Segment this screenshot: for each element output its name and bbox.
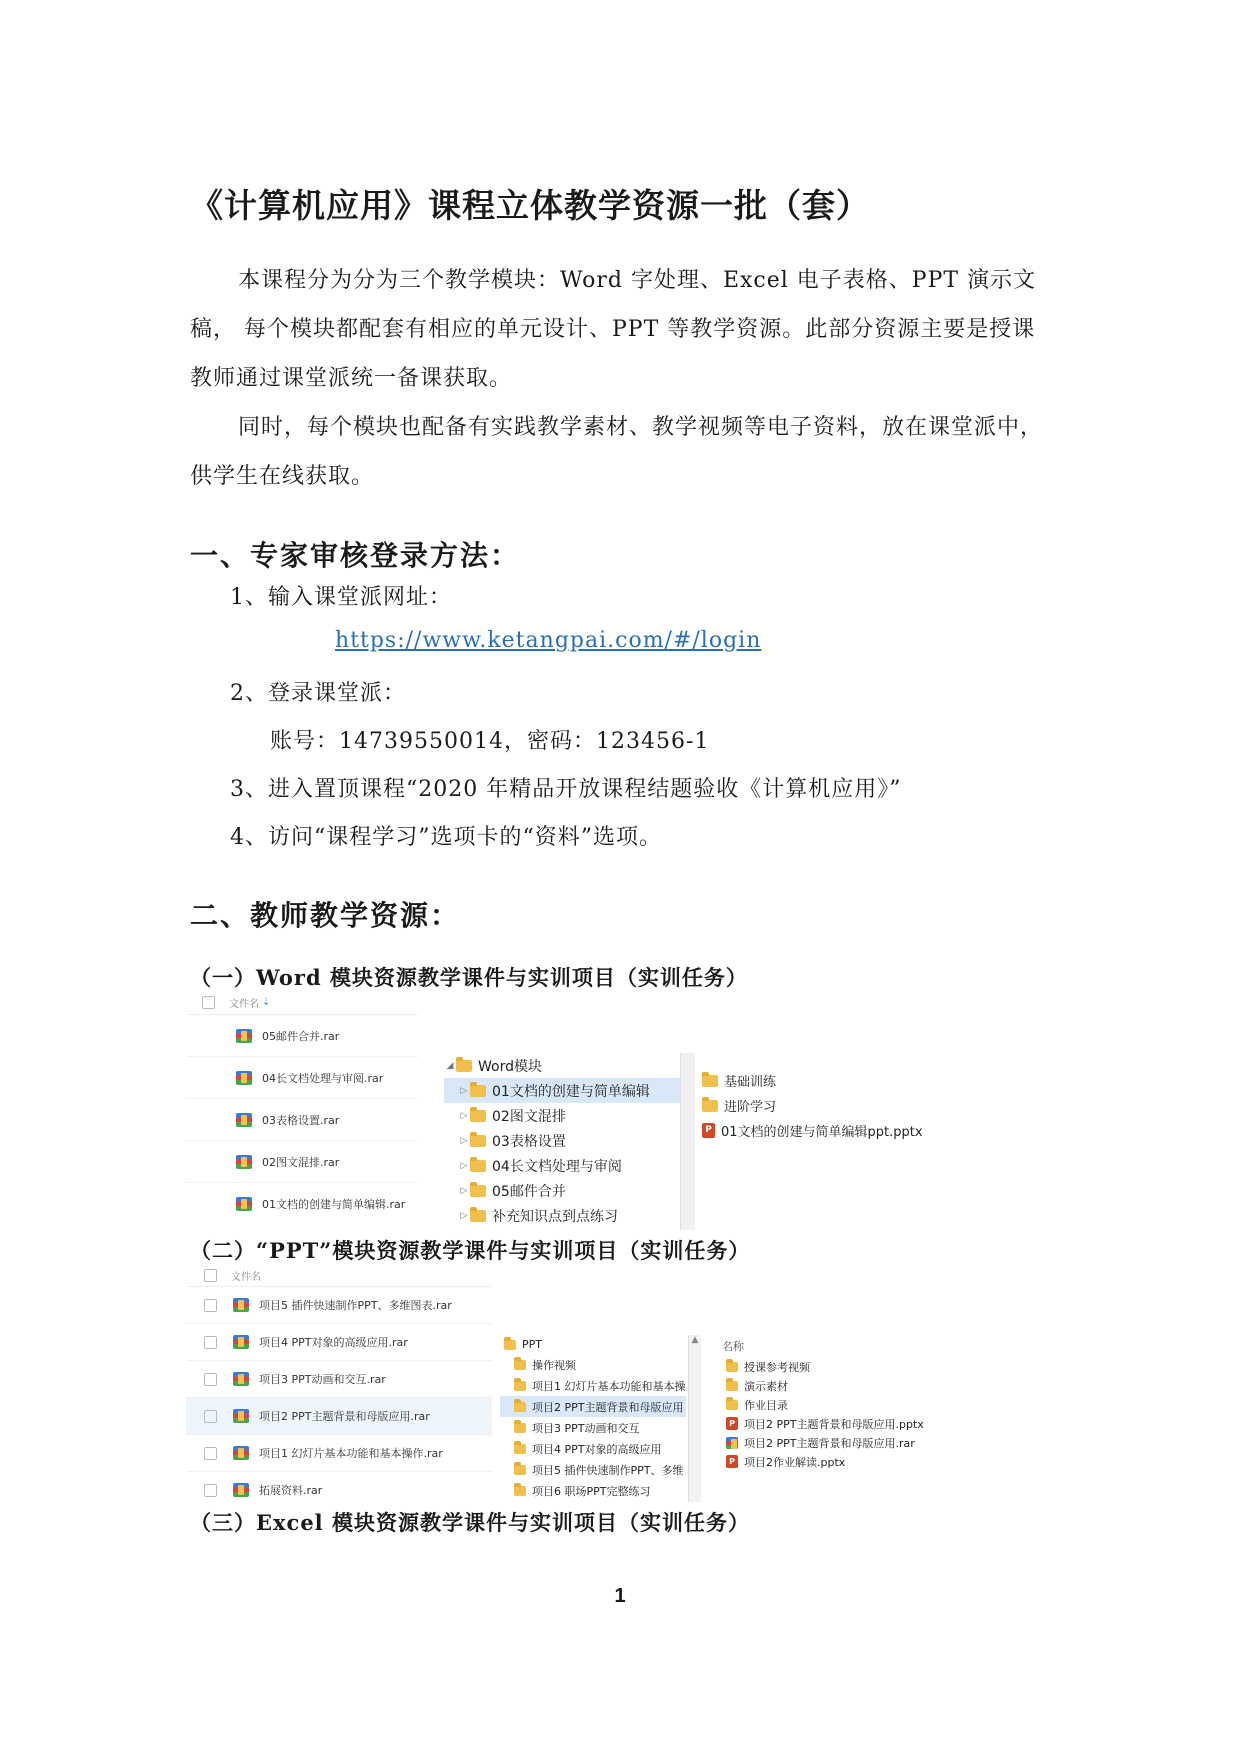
tree-label: 项目1 幻灯片基本功能和基本操	[532, 1379, 686, 1393]
tree-item[interactable]	[444, 1128, 680, 1153]
row-checkbox[interactable]	[204, 1299, 217, 1312]
content-item[interactable]	[696, 1118, 992, 1143]
tree-item[interactable]	[444, 1153, 680, 1178]
rar-file-icon	[236, 1071, 252, 1085]
name-column-header[interactable]	[712, 1335, 952, 1357]
file-name[interactable]: 05邮件合并.rar	[262, 1029, 340, 1043]
rar-file-icon	[236, 1029, 252, 1043]
tree-label: 01文档的创建与简单编辑	[492, 1083, 650, 1100]
file-row[interactable]	[186, 1183, 418, 1220]
tree-item[interactable]	[444, 1103, 680, 1128]
content-label: 基础训练	[724, 1075, 777, 1090]
file-name[interactable]: 01文档的创建与简单编辑.rar	[262, 1197, 406, 1211]
file-name[interactable]: 项目1 幻灯片基本功能和基本操作.rar	[259, 1447, 443, 1460]
file-row[interactable]	[186, 1287, 492, 1324]
rar-file-icon	[233, 1446, 249, 1460]
content-label: 项目2 PPT主题背景和母版应用.pptx	[744, 1417, 924, 1431]
folder-icon	[456, 1060, 472, 1072]
folder-icon	[726, 1381, 738, 1391]
tree-label: PPT	[522, 1338, 542, 1351]
tree-label: 项目3 PPT动画和交互	[532, 1421, 640, 1435]
rar-file-icon	[233, 1372, 249, 1386]
select-all-checkbox[interactable]	[202, 996, 215, 1009]
step1-text: 1、输入课堂派网址：	[230, 585, 452, 610]
word-content-pane	[696, 1053, 992, 1230]
folder-icon	[514, 1423, 526, 1433]
tree-item[interactable]	[500, 1417, 686, 1438]
pptx-file-icon: P	[726, 1417, 738, 1430]
tree-label: 04长文档处理与审阅	[492, 1158, 622, 1175]
tree-label: Word模块	[478, 1058, 542, 1075]
column-label: 名称	[722, 1340, 744, 1353]
content-label: 项目2 PPT主题背景和母版应用.rar	[744, 1436, 915, 1450]
folder-icon	[514, 1381, 526, 1391]
ppt-file-list	[186, 1264, 492, 1500]
file-name[interactable]: 项目5 插件快速制作PPT、多维图表.rar	[259, 1299, 452, 1312]
row-checkbox[interactable]	[204, 1373, 217, 1386]
tree-root[interactable]	[444, 1053, 680, 1078]
tree-item[interactable]	[444, 1203, 680, 1228]
folder-icon	[514, 1402, 526, 1412]
collapsed-arrow-icon[interactable]: ▷	[460, 1085, 468, 1096]
filename-column-header[interactable]: 文件名	[231, 1271, 261, 1283]
tree-label: 项目2 PPT主题背景和母版应用	[532, 1400, 684, 1414]
tree-label: 02图文混排	[492, 1108, 566, 1125]
step4-text: 4、访问“课程学习”选项卡的“资料”选项。	[230, 825, 662, 850]
rar-file-icon	[233, 1409, 249, 1423]
content-label: 项目2作业解读.pptx	[744, 1455, 846, 1469]
content-item[interactable]	[696, 1068, 992, 1093]
tree-item[interactable]	[444, 1078, 680, 1103]
file-list-header	[186, 1264, 492, 1287]
content-label: 演示素材	[744, 1379, 788, 1393]
file-row[interactable]	[186, 1472, 492, 1500]
step2-text: 2、登录课堂派：	[230, 681, 406, 706]
collapsed-arrow-icon[interactable]: ▷	[460, 1210, 468, 1221]
file-name[interactable]: 02图文混排.rar	[262, 1155, 340, 1169]
rar-file-icon	[236, 1155, 252, 1169]
row-checkbox[interactable]	[204, 1336, 217, 1349]
tree-item[interactable]	[500, 1438, 686, 1459]
section2-heading: 二、教师教学资源：	[190, 899, 461, 932]
file-name[interactable]: 项目4 PPT对象的高级应用.rar	[259, 1336, 408, 1349]
rar-file-icon	[233, 1483, 249, 1497]
file-row[interactable]	[186, 1361, 492, 1398]
content-item[interactable]	[712, 1414, 952, 1433]
pptx-file-icon: P	[702, 1123, 715, 1138]
folder-icon	[726, 1362, 738, 1372]
tree-label: 操作视频	[532, 1358, 576, 1372]
tree-item[interactable]	[500, 1459, 686, 1480]
folder-icon	[514, 1486, 526, 1496]
collapsed-arrow-icon[interactable]: ▷	[460, 1110, 468, 1121]
row-checkbox[interactable]	[204, 1410, 217, 1423]
rar-file-icon	[726, 1437, 738, 1449]
document-title: 《计算机应用》课程立体教学资源一批（套）	[190, 186, 870, 225]
folder-icon	[514, 1444, 526, 1454]
file-row[interactable]	[186, 1015, 418, 1057]
content-label: 进阶学习	[724, 1100, 777, 1115]
excel-subheading: （三）Excel 模块资源教学课件与实训项目（实训任务）	[190, 1510, 750, 1535]
file-row[interactable]	[186, 1324, 492, 1361]
tree-scrollbar[interactable]	[680, 1053, 695, 1230]
tree-label: 补充知识点到点练习	[492, 1208, 618, 1225]
select-all-checkbox[interactable]	[204, 1269, 217, 1282]
tree-label: 项目6 职场PPT完整练习	[532, 1484, 651, 1498]
tree-label: 03表格设置	[492, 1133, 566, 1150]
file-name[interactable]: 项目3 PPT动画和交互.rar	[259, 1373, 386, 1386]
scroll-up-icon[interactable]: ▲	[691, 1335, 699, 1345]
folder-icon	[504, 1340, 516, 1350]
page-number: 1	[614, 1585, 626, 1607]
tree-scrollbar[interactable]	[688, 1335, 701, 1502]
file-row[interactable]	[186, 1141, 418, 1183]
tree-label: 项目4 PPT对象的高级应用	[532, 1442, 662, 1456]
collapsed-arrow-icon[interactable]: ▷	[460, 1160, 468, 1171]
content-item[interactable]	[712, 1395, 952, 1414]
tree-root[interactable]	[500, 1335, 686, 1354]
collapsed-arrow-icon[interactable]: ▷	[460, 1135, 468, 1146]
content-label: 授课参考视频	[744, 1360, 810, 1374]
folder-icon	[470, 1160, 486, 1172]
rar-file-icon	[236, 1113, 252, 1127]
section1-heading: 一、专家审核登录方法：	[190, 539, 521, 572]
file-row[interactable]	[186, 1057, 418, 1099]
folder-icon	[514, 1360, 526, 1370]
tree-label: 05邮件合并	[492, 1183, 566, 1200]
word-subheading: （一）Word 模块资源教学课件与实训项目（实训任务）	[190, 965, 748, 990]
rar-file-icon	[233, 1335, 249, 1349]
ppt-subheading: （二）“PPT”模块资源教学课件与实训项目（实训任务）	[190, 1238, 751, 1263]
file-list-header	[186, 990, 418, 1015]
account-text: 账号：14739550014，密码：123456-1	[270, 729, 710, 754]
folder-icon	[702, 1075, 718, 1087]
filename-column-header[interactable]: 文件名	[229, 998, 259, 1010]
tree-label: 项目5 插件快速制作PPT、多维	[532, 1463, 684, 1477]
rar-file-icon	[236, 1197, 252, 1211]
word-folder-tree	[444, 1053, 681, 1230]
sort-arrow-icon[interactable]: ⇣	[262, 996, 271, 1008]
file-row[interactable]	[186, 1398, 492, 1435]
tree-item[interactable]	[500, 1354, 686, 1375]
tree-item[interactable]	[500, 1375, 686, 1396]
folder-icon	[470, 1185, 486, 1197]
step3-text: 3、进入置顶课程“2020 年精品开放课程结题验收《计算机应用》”	[230, 777, 902, 802]
file-row[interactable]	[186, 1435, 492, 1472]
folder-icon	[726, 1400, 738, 1410]
content-item[interactable]	[712, 1452, 952, 1471]
row-checkbox[interactable]	[204, 1484, 217, 1497]
file-row[interactable]	[186, 1099, 418, 1141]
row-checkbox[interactable]	[204, 1447, 217, 1460]
folder-icon	[470, 1110, 486, 1122]
ppt-folder-tree	[500, 1335, 686, 1502]
intro-paragraph-2: 同时，每个模块也配备有实践教学素材、教学视频等电子资料，放在课堂派中，供学生在线获取。	[190, 415, 1044, 489]
rar-file-icon	[233, 1298, 249, 1312]
content-label: 01文档的创建与简单编辑ppt.pptx	[721, 1125, 923, 1140]
word-file-list	[186, 990, 418, 1220]
tree-item[interactable]	[444, 1178, 680, 1203]
tree-item[interactable]	[500, 1480, 686, 1501]
file-name[interactable]: 项目2 PPT主题背景和母版应用.rar	[259, 1410, 430, 1423]
folder-icon	[470, 1210, 486, 1222]
pptx-file-icon: P	[726, 1455, 738, 1468]
content-label: 作业目录	[744, 1398, 788, 1412]
login-url-link[interactable]: https://www.ketangpai.com/#/login	[335, 628, 762, 653]
content-item[interactable]	[696, 1093, 992, 1118]
folder-icon	[470, 1135, 486, 1147]
tree-item[interactable]	[500, 1396, 686, 1417]
ppt-content-pane	[712, 1335, 952, 1502]
content-item[interactable]	[712, 1433, 952, 1452]
file-name[interactable]: 04长文档处理与审阅.rar	[262, 1071, 384, 1085]
intro-paragraph-1: 本课程分为分为三个教学模块：Word 字处理、Excel 电子表格、PPT 演示文稿， 每个模块都配套有相应的单元设计、PPT 等教学资源。此部分资源主要是授课教师通过课堂派统一备课获取。	[190, 268, 1037, 391]
folder-icon	[702, 1100, 718, 1112]
collapsed-arrow-icon[interactable]: ▷	[460, 1185, 468, 1196]
file-name[interactable]: 拓展资料.rar	[259, 1484, 323, 1497]
folder-icon	[514, 1465, 526, 1475]
expanded-arrow-icon[interactable]: ◢	[446, 1060, 454, 1071]
folder-icon	[470, 1085, 486, 1097]
file-name[interactable]: 03表格设置.rar	[262, 1113, 340, 1127]
content-item[interactable]	[712, 1376, 952, 1395]
content-item[interactable]	[712, 1357, 952, 1376]
